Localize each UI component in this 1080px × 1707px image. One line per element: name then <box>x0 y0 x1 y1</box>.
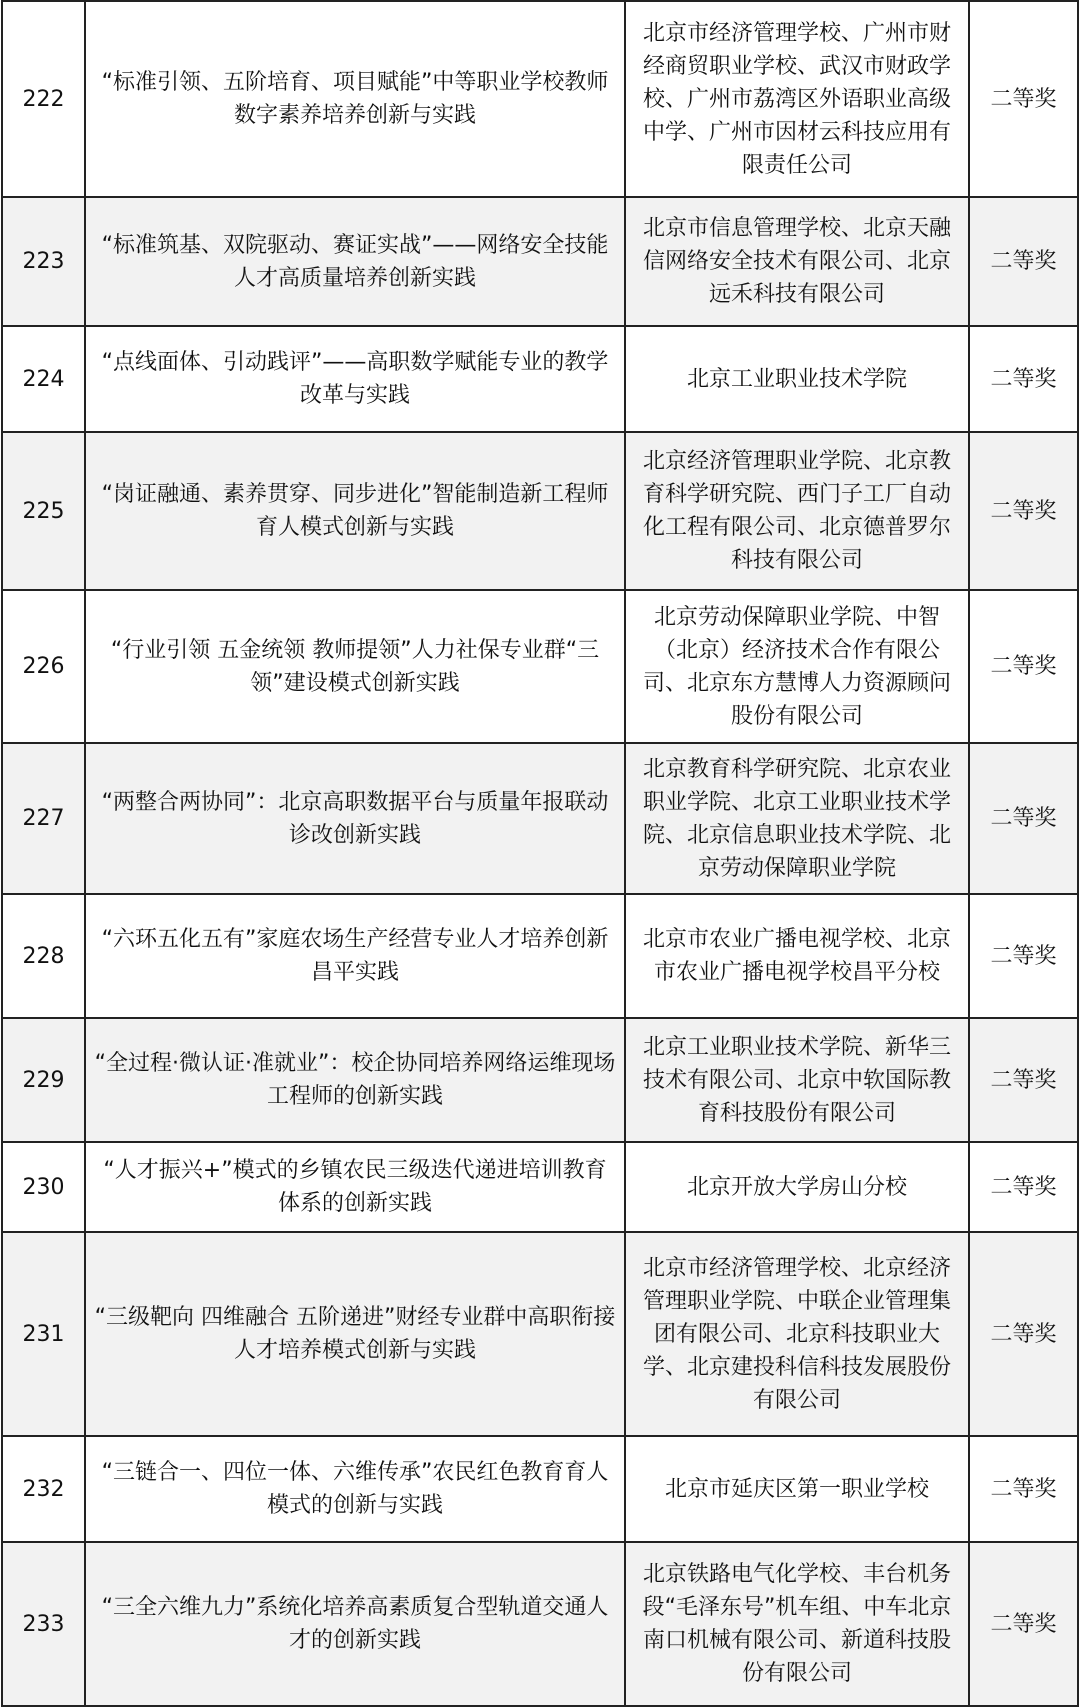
row-number: 227 <box>2 743 85 894</box>
award-level: 二等奖 <box>969 894 1078 1018</box>
row-number: 226 <box>2 590 85 743</box>
row-number: 229 <box>2 1018 85 1142</box>
table-row <box>2 197 1078 326</box>
project-title: “全过程·微认证·准就业”：校企协同培养网络运维现场工程师的创新实践 <box>85 1018 625 1142</box>
completing-units: 北京工业职业技术学院、新华三技术有限公司、北京中软国际教育科技股份有限公司 <box>625 1018 969 1142</box>
project-title: “六环五化五有”家庭农场生产经营专业人才培养创新昌平实践 <box>85 894 625 1018</box>
award-table <box>1 0 1079 1707</box>
award-level: 二等奖 <box>969 1 1078 197</box>
completing-units: 北京教育科学研究院、北京农业职业学院、北京工业职业技术学院、北京信息职业技术学院、北京劳动保障职业学院 <box>625 743 969 894</box>
row-number: 232 <box>2 1436 85 1542</box>
row-number: 224 <box>2 326 85 432</box>
completing-units: 北京市经济管理学校、北京经济管理职业学院、中联企业管理集团有限公司、北京科技职业大学、北京建投科信科技发展股份有限公司 <box>625 1232 969 1436</box>
completing-units: 北京市经济管理学校、广州市财经商贸职业学校、武汉市财政学校、广州市荔湾区外语职业高级中学、广州市因材云科技应用有限责任公司 <box>625 1 969 197</box>
row-number: 225 <box>2 432 85 590</box>
award-level: 二等奖 <box>969 1436 1078 1542</box>
completing-units: 北京市农业广播电视学校、北京市农业广播电视学校昌平分校 <box>625 894 969 1018</box>
award-level: 二等奖 <box>969 1142 1078 1232</box>
project-title: “三全六维九力”系统化培养高素质复合型轨道交通人才的创新实践 <box>85 1542 625 1706</box>
completing-units: 北京市延庆区第一职业学校 <box>625 1436 969 1542</box>
project-title: “三级靶向 四维融合 五阶递进”财经专业群中高职衔接人才培养模式创新与实践 <box>85 1232 625 1436</box>
completing-units: 北京劳动保障职业学院、中智（北京）经济技术合作有限公司、北京东方慧博人力资源顾问股份有限公司 <box>625 590 969 743</box>
completing-units: 北京开放大学房山分校 <box>625 1142 969 1232</box>
table-row <box>2 1232 1078 1436</box>
award-level: 二等奖 <box>969 590 1078 743</box>
table-row <box>2 1436 1078 1542</box>
table-row <box>2 1542 1078 1706</box>
row-number: 230 <box>2 1142 85 1232</box>
project-title: “行业引领 五金统领 教师提领”人力社保专业群“三领”建设模式创新实践 <box>85 590 625 743</box>
completing-units: 北京市信息管理学校、北京天融信网络安全技术有限公司、北京远禾科技有限公司 <box>625 197 969 326</box>
completing-units: 北京经济管理职业学院、北京教育科学研究院、西门子工厂自动化工程有限公司、北京德普罗尔科技有限公司 <box>625 432 969 590</box>
row-number: 222 <box>2 1 85 197</box>
row-number: 231 <box>2 1232 85 1436</box>
award-level: 二等奖 <box>969 326 1078 432</box>
completing-units: 北京工业职业技术学院 <box>625 326 969 432</box>
award-level: 二等奖 <box>969 1232 1078 1436</box>
table-row <box>2 326 1078 432</box>
award-level: 二等奖 <box>969 743 1078 894</box>
award-level: 二等奖 <box>969 1542 1078 1706</box>
project-title: “标准筑基、双院驱动、赛证实战”——网络安全技能人才高质量培养创新实践 <box>85 197 625 326</box>
table-row <box>2 894 1078 1018</box>
project-title: “人才振兴+”模式的乡镇农民三级迭代递进培训教育体系的创新实践 <box>85 1142 625 1232</box>
completing-units: 北京铁路电气化学校、丰台机务段“毛泽东号”机车组、中车北京南口机械有限公司、新道科技股份有限公司 <box>625 1542 969 1706</box>
award-level: 二等奖 <box>969 1018 1078 1142</box>
project-title: “两整合两协同”：北京高职数据平台与质量年报联动诊改创新实践 <box>85 743 625 894</box>
row-number: 223 <box>2 197 85 326</box>
row-number: 233 <box>2 1542 85 1706</box>
table-row <box>2 1142 1078 1232</box>
table-row <box>2 1 1078 197</box>
award-level: 二等奖 <box>969 197 1078 326</box>
award-level: 二等奖 <box>969 432 1078 590</box>
table-row <box>2 743 1078 894</box>
table-row <box>2 432 1078 590</box>
table-row <box>2 590 1078 743</box>
row-number: 228 <box>2 894 85 1018</box>
project-title: “标准引领、五阶培育、项目赋能”中等职业学校教师数字素养培养创新与实践 <box>85 1 625 197</box>
project-title: “点线面体、引动践评”——高职数学赋能专业的教学改革与实践 <box>85 326 625 432</box>
project-title: “三链合一、四位一体、六维传承”农民红色教育育人模式的创新与实践 <box>85 1436 625 1542</box>
project-title: “岗证融通、素养贯穿、同步进化”智能制造新工程师育人模式创新与实践 <box>85 432 625 590</box>
table-row <box>2 1018 1078 1142</box>
